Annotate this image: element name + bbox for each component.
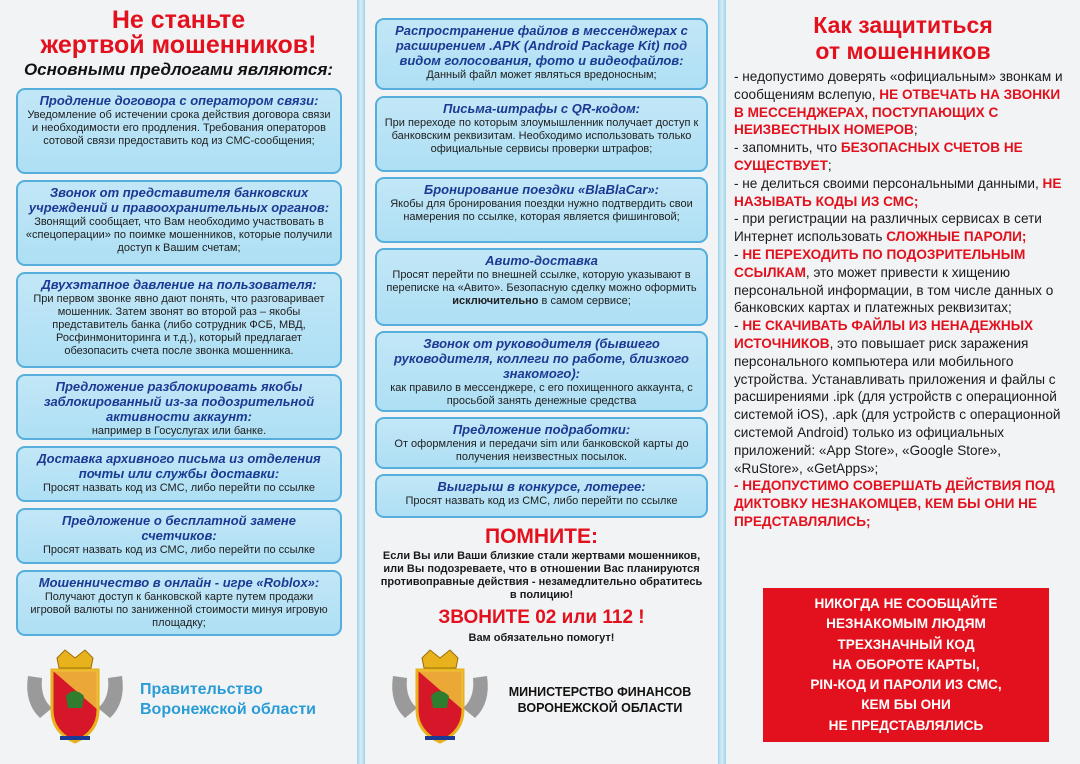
divider bbox=[357, 0, 365, 764]
warning-line: КЕМ БЫ ОНИ bbox=[861, 697, 951, 713]
right-title-line2: от мошенников bbox=[815, 38, 991, 64]
left-subtitle: Основными предлогами являются: bbox=[23, 60, 334, 79]
voronezh-emblem-icon bbox=[22, 648, 128, 748]
tip-item bbox=[734, 68, 1070, 139]
tip-text: - недопустимо доверять «официальным» звонкам и сообщениям вслепую, bbox=[734, 69, 1063, 102]
tip-item bbox=[734, 139, 1070, 175]
tip-text: , это повышает риск заражения персонального компьютера или мобильного устройства. Устанавливать приложения и файлы с расширениями .ipk (для устройств с операционной системой iOS), .apk (для устройств с операционной системой Android) только из официальных приложений: «App Store», «Google Store», «RuStore», «GetApps»; bbox=[734, 335, 1061, 476]
scheme-card-meters bbox=[16, 508, 342, 564]
card-title: Бронирование поездки «BlaBlaCar»: bbox=[424, 182, 659, 197]
card-title: Продление договора с оператором связи: bbox=[39, 93, 319, 108]
scheme-card-apk bbox=[375, 18, 708, 90]
tip-emphasis: НЕ ПЕРЕХОДИТЬ ПО ПОДОЗРИТЕЛЬНЫМ ССЫЛКАМ bbox=[734, 246, 1026, 280]
card-body: Просят назвать код из СМС, либо перейти по ссылке bbox=[405, 495, 678, 507]
scheme-card-lottery bbox=[375, 474, 708, 518]
left-title-line1: Не станьте bbox=[111, 6, 246, 34]
card-title: Звонок от руководителя (бывшего руководителя, коллеги по работе, близкого знакомого): bbox=[394, 336, 689, 381]
right-panel bbox=[726, 0, 1080, 764]
gov-label bbox=[140, 680, 316, 720]
card-body: При переходе по которым злоумышленник получает доступ к банковским реквизитам. Необходимо использовать только официальные сервисы проверки штрафов; bbox=[384, 117, 699, 155]
tip-emphasis: БЕЗОПАСНЫХ СЧЕТОВ НЕ СУЩЕСТВУЕТ bbox=[734, 140, 1023, 173]
tip-text: ; bbox=[827, 157, 832, 173]
card-title: Выигрыш в конкурсе, лотерее: bbox=[437, 479, 646, 494]
scheme-card-side-job bbox=[375, 417, 708, 469]
scheme-card-qr-fines bbox=[375, 96, 708, 172]
warning-line: НЕЗНАКОМЫМ ЛЮДЯМ bbox=[826, 616, 986, 632]
card-body: Звонящий сообщает, что Вам необходимо участвовать в «спецоперации» по поимке мошенников, которые получили доступ к Вашим счетам; bbox=[25, 216, 333, 254]
remember-title: ПОМНИТЕ: bbox=[484, 525, 598, 548]
tip-text: ; bbox=[913, 122, 918, 138]
tip-item bbox=[734, 317, 1070, 477]
card-body: Получают доступ к банковской карте путем продажи игровой валюты по заниженной стоимости минуя игровую площадку; bbox=[30, 591, 328, 629]
card-title: Звонок от представителя банковских учреждений и правоохранительных органов: bbox=[28, 185, 330, 215]
tip-text: - bbox=[734, 246, 743, 262]
warning-line: НЕ ПРЕДСТАВЛЯЛИСЬ bbox=[828, 717, 984, 733]
card-title: Авито-доставка bbox=[485, 253, 598, 268]
scheme-card-contract bbox=[16, 88, 342, 174]
card-body: Просят назвать код из СМС, либо перейти по ссылке bbox=[42, 544, 316, 556]
card-body: При первом звонке явно дают понять, что разговаривает мошенник. Затем звонят во второй раз – якобы представитель банка (либо сотрудник ФСБ, МВД, Росфинмониторинга и т.д.), который предлагает обезопасить счета после звонка мошенника. bbox=[33, 293, 325, 357]
card-body: Данный файл может являться вредоносным; bbox=[426, 69, 657, 81]
voronezh-emblem-icon bbox=[387, 648, 493, 748]
ministry-label-line2: ВОРОНЕЖСКОЙ ОБЛАСТИ bbox=[517, 701, 683, 715]
tip-emphasis: НЕ ОТВЕЧАТЬ НА ЗВОНКИ В МЕССЕНДЖЕРАХ, ПОСТУПАЮЩИХ С НЕИЗВЕСТНЫХ НОМЕРОВ bbox=[734, 86, 1061, 138]
divider bbox=[718, 0, 726, 764]
left-panel bbox=[0, 0, 357, 764]
card-title: Двухэтапное давление на пользователя: bbox=[41, 277, 317, 292]
tip-item bbox=[734, 246, 1070, 317]
right-title-line1: Как защититься bbox=[813, 12, 993, 38]
card-title: Предложение разблокировать якобы заблокированный из-за подозрительной активности аккаунт: bbox=[43, 379, 315, 424]
scheme-card-blablacar bbox=[375, 177, 708, 243]
ministry-label bbox=[495, 684, 705, 716]
tip-emphasis: СЛОЖНЫЕ ПАРОЛИ; bbox=[886, 229, 1027, 245]
warning-box bbox=[763, 588, 1049, 742]
tip-text: - запомнить, что bbox=[734, 140, 841, 156]
tip-text: - не делиться своими персональными данными, bbox=[734, 175, 1043, 191]
card-body: Просят назвать код из СМС, либо перейти по ссылке bbox=[42, 482, 316, 494]
scheme-card-post bbox=[16, 446, 342, 502]
gov-label-line2: Воронежской области bbox=[140, 701, 316, 718]
middle-panel bbox=[365, 0, 718, 764]
tip-text: , это может привести к хищению персональной информации, в том числе данных о банковских картах и платежных реквизитах; bbox=[734, 264, 1054, 316]
scheme-card-roblox bbox=[16, 570, 342, 636]
warning-line: НА ОБОРОТЕ КАРТЫ, bbox=[832, 656, 980, 672]
card-body bbox=[383, 269, 700, 308]
card-title: Предложение о бесплатной замене счетчиков: bbox=[61, 513, 296, 543]
warning-line: PIN-КОД И ПАРОЛИ ИЗ СМС, bbox=[810, 677, 1002, 693]
tip-text: - bbox=[734, 318, 743, 334]
tip-item bbox=[734, 477, 1070, 530]
card-body-text: Просят перейти по внешней ссылке, которую указывают в переписке на «Авито». Безопасную сделку можно оформить bbox=[386, 269, 697, 294]
tip-text: - при регистрации на различных сервисах в сети Интернет использовать bbox=[734, 211, 1042, 245]
scheme-card-manager-call bbox=[375, 331, 708, 412]
gov-label-line1: Правительство bbox=[140, 681, 263, 698]
card-body-emphasis: исключительно bbox=[452, 295, 539, 307]
tip-emphasis: НЕ НАЗЫВАТЬ КОДЫ ИЗ СМС; bbox=[734, 175, 1062, 209]
tips-list bbox=[734, 68, 1070, 531]
remember-text: Если Вы или Ваши близкие стали жертвами мошенников, или Вы подозреваете, что в отношении Вас планируются противоправные действия - незамедлительно обратитесь в полицию! bbox=[380, 550, 703, 601]
scheme-card-two-stage bbox=[16, 272, 342, 368]
tip-item bbox=[734, 175, 1070, 211]
warning-line: НИКОГДА НЕ СООБЩАЙТЕ bbox=[814, 596, 998, 611]
card-title: Предложение подработки: bbox=[452, 422, 631, 437]
tip-emphasis: - НЕДОПУСТИМО СОВЕРШАТЬ ДЕЙСТВИЯ ПОД ДИКТОВКУ НЕЗНАКОМЦЕВ, КЕМ БЫ ОНИ НЕ ПРЕДСТАВЛЯЛИСЬ; bbox=[734, 478, 1055, 529]
emergency-subtext: Вам обязательно помогут! bbox=[468, 632, 615, 644]
left-title-line2: жертвой мошенников! bbox=[40, 31, 317, 59]
card-body: например в Госуслугах или банке. bbox=[91, 425, 267, 437]
card-title: Распространение файлов в мессенджерах с расширением .APK (Android Package Kit) под видом голосования, фото и видеофайлов: bbox=[395, 23, 688, 68]
scheme-card-bank-call bbox=[16, 180, 342, 266]
card-body: От оформления и передачи sim или банковской карты до получения неизвестных посылок. bbox=[394, 438, 689, 463]
tip-emphasis: НЕ СКАЧИВАТЬ ФАЙЛЫ ИЗ НЕНАДЕЖНЫХ ИСТОЧНИКОВ bbox=[734, 318, 1034, 351]
left-title bbox=[0, 8, 357, 58]
card-title: Письма-штрафы с QR-кодом: bbox=[442, 101, 641, 116]
emergency-numbers: ЗВОНИТЕ 02 или 112 ! bbox=[438, 607, 645, 628]
card-body-text: в самом сервисе; bbox=[538, 295, 631, 307]
card-body: Уведомление об истечении срока действия договора связи и необходимости его продления. Требования операторов сотовой связи предоставить код из СМС-сообщения; bbox=[27, 109, 331, 147]
card-title: Мошенничество в онлайн - игре «Roblox»: bbox=[38, 575, 320, 590]
tip-item bbox=[734, 210, 1070, 246]
scheme-card-unblock bbox=[16, 374, 342, 440]
card-body: как правило в мессенджере, с его похищенного аккаунта, с просьбой занять денежные средства bbox=[390, 382, 693, 407]
ministry-label-line1: МИНИСТЕРСТВО ФИНАНСОВ bbox=[508, 685, 692, 699]
warning-line: ТРЕХЗНАЧНЫЙ КОД bbox=[837, 636, 975, 652]
card-body: Якобы для бронирования поездки нужно подтвердить свои намерения по ссылке, которая является фишинговой; bbox=[390, 198, 693, 223]
right-title bbox=[726, 12, 1080, 64]
card-title: Доставка архивного письма из отделения почты или службы доставки: bbox=[37, 451, 321, 481]
scheme-card-avito bbox=[375, 248, 708, 326]
